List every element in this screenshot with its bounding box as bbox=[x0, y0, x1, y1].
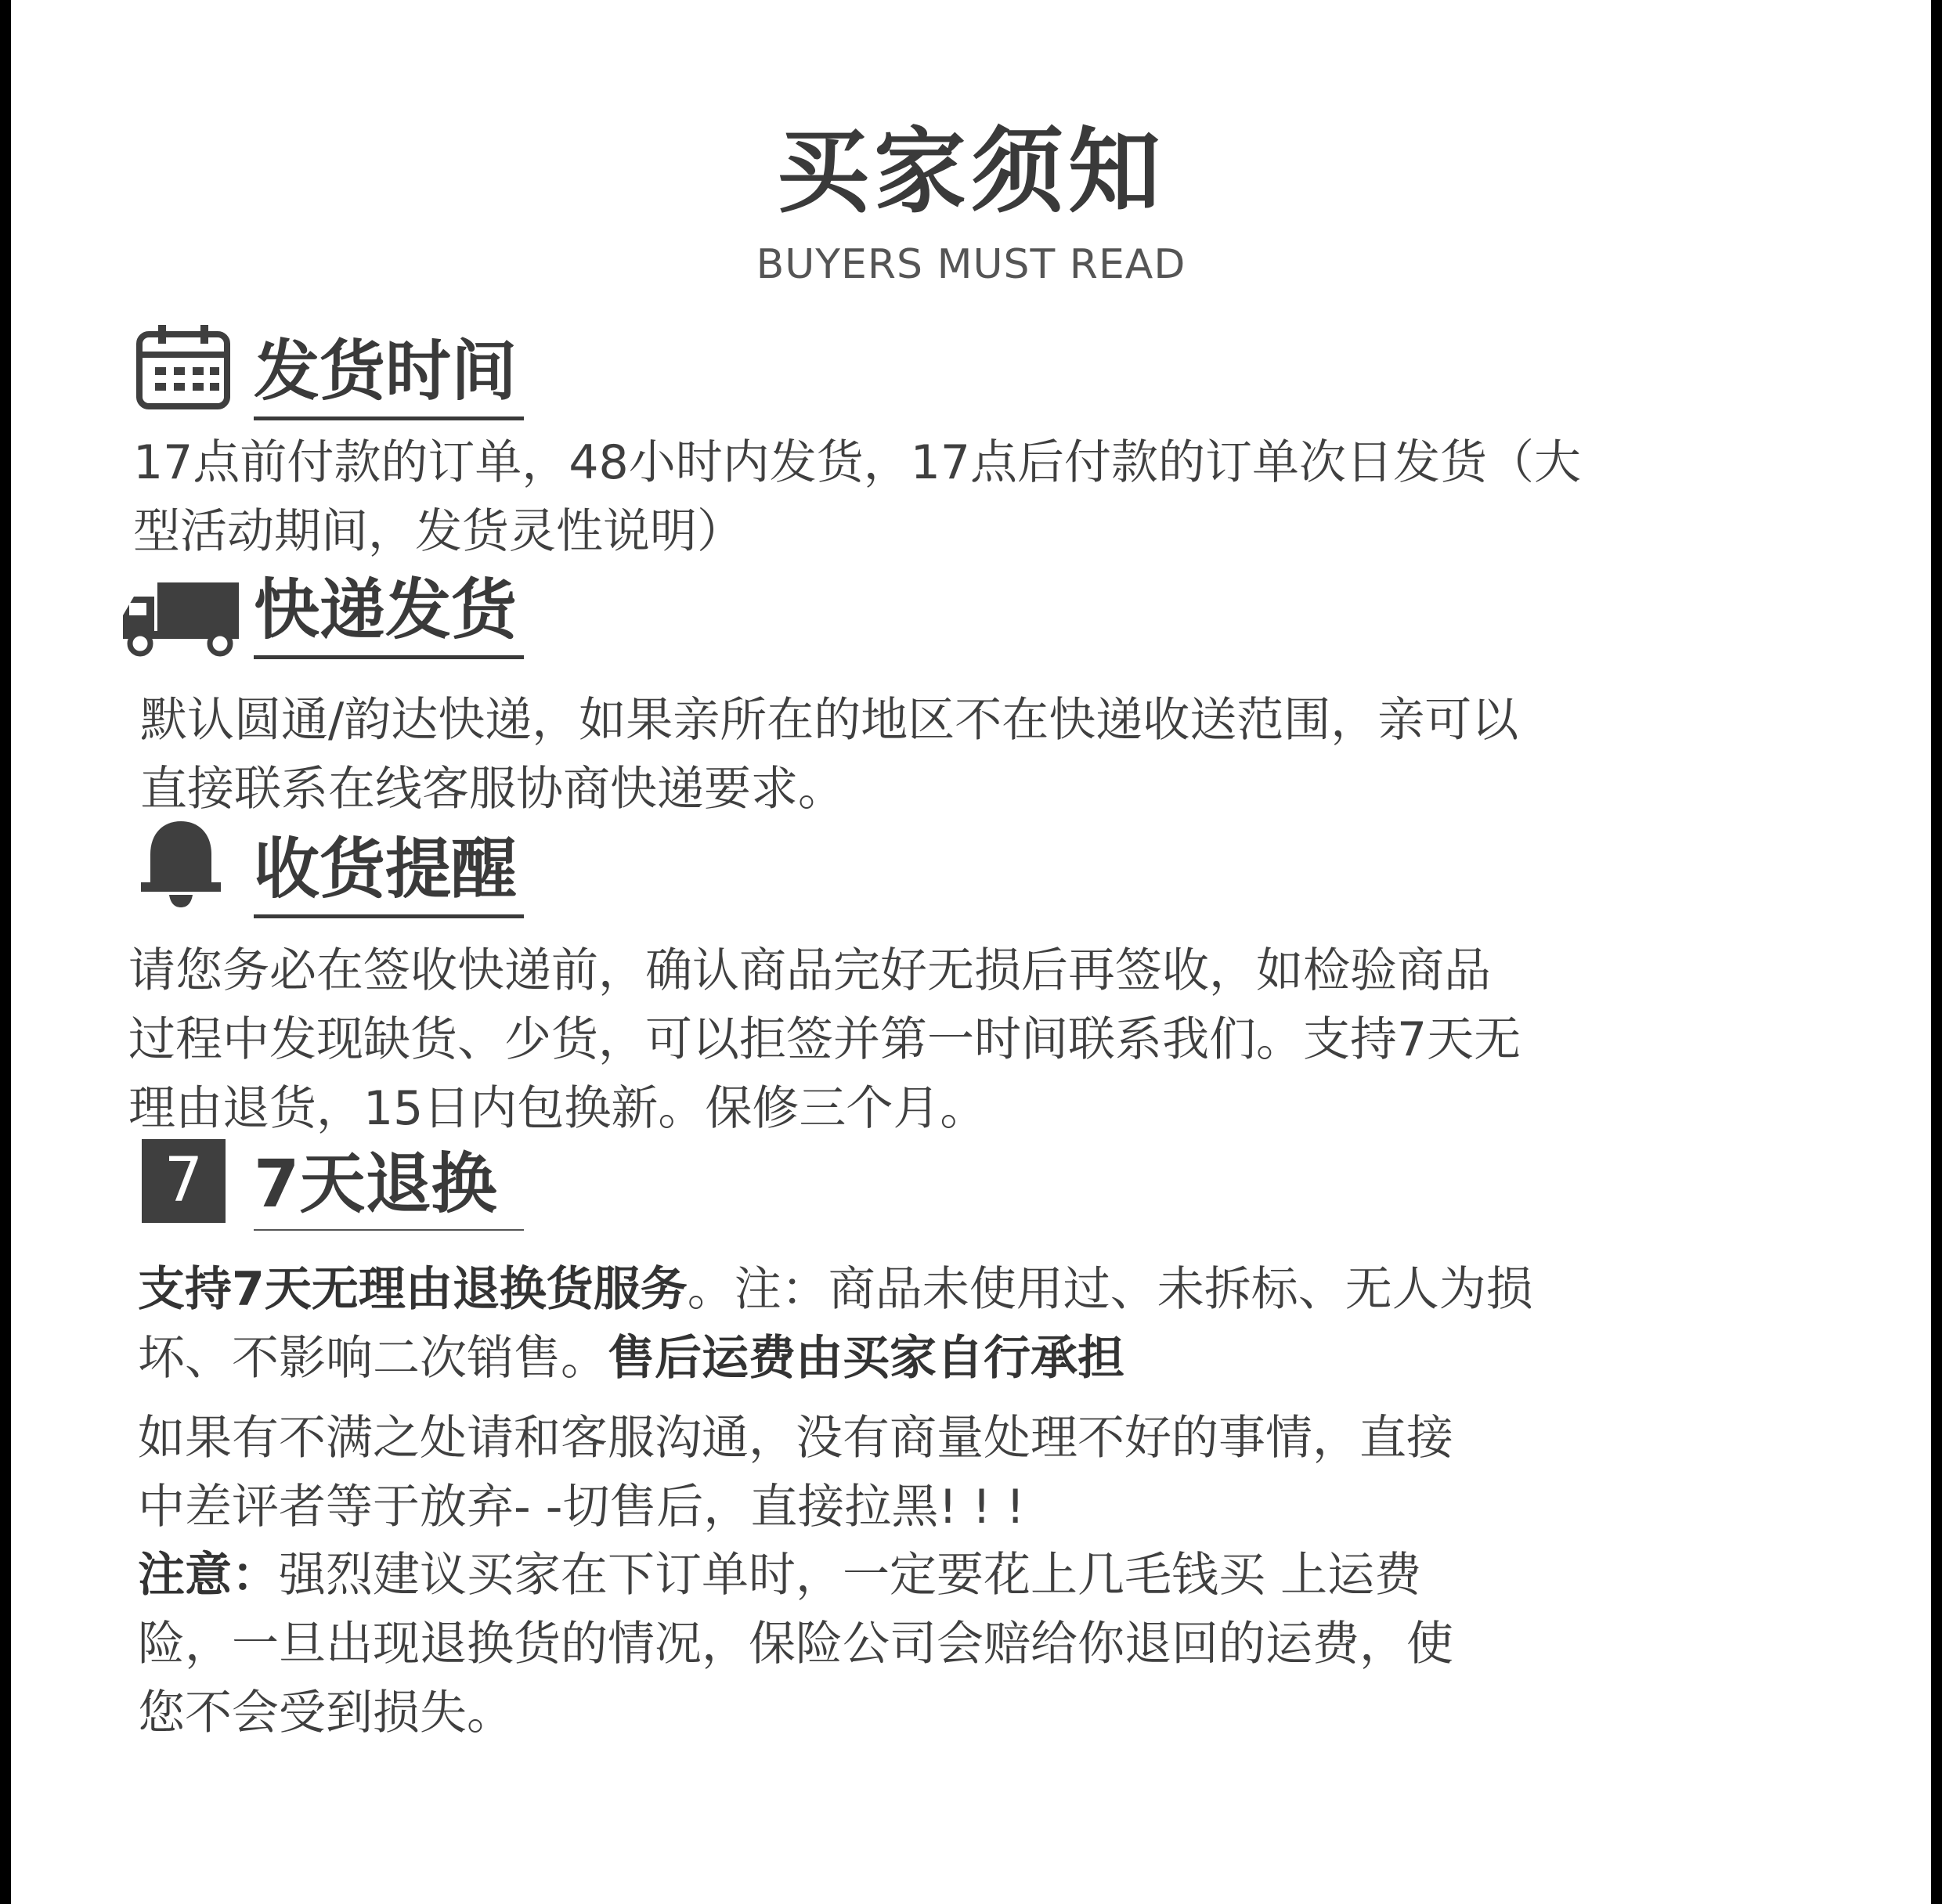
bell-icon bbox=[138, 817, 224, 911]
page-subtitle: BUYERS MUST READ bbox=[756, 241, 1186, 288]
text-line: 险，一旦出现退换货的情况，保险公司会赔给你退回的运费，使 bbox=[138, 1617, 1453, 1671]
text-line bbox=[138, 1541, 1453, 1610]
section-heading-shipping-time: 发货时间 bbox=[254, 338, 524, 420]
text-line: 您不会受到损失。 bbox=[138, 1686, 514, 1740]
truck-icon bbox=[117, 579, 242, 658]
text-line: 型活动期间，发货灵性说明） bbox=[133, 504, 744, 559]
section-text-complaint-note bbox=[138, 1404, 1453, 1542]
text-span: 坏、不影响二次销售。 bbox=[138, 1331, 608, 1386]
text-line: 17点前付款的订单，48小时内发货，17点后付款的订单次日发货（大 bbox=[133, 435, 1582, 490]
text-span: 。注：商品未使用过、未拆标、无人为损 bbox=[687, 1262, 1533, 1317]
calendar-icon bbox=[135, 323, 236, 409]
section-text-express-delivery bbox=[140, 686, 1518, 824]
text-line: 请您务必在签收快递前，确认商品完好无损后再签收，如检验商品 bbox=[128, 943, 1491, 998]
text-line bbox=[138, 1255, 1533, 1324]
number-seven-icon: 7 bbox=[142, 1139, 226, 1223]
text-line: 如果有不满之处请和客服沟通，没有商量处理不好的事情，直接 bbox=[138, 1411, 1453, 1466]
text-line bbox=[138, 1324, 1533, 1393]
text-span: 强烈建议买家在下订单时，一定要花上几毛钱买 上运费 bbox=[279, 1548, 1422, 1603]
text-line: 默认圆通/韵达快递，如果亲所在的地区不在快递收送范围，亲可以 bbox=[140, 693, 1519, 748]
text-line: 理由退货，15日内包换新。保修三个月。 bbox=[128, 1081, 987, 1136]
section-text-insurance-note bbox=[138, 1541, 1453, 1747]
page-title: 买家须知 bbox=[776, 117, 1165, 225]
section-text-shipping-time bbox=[133, 428, 1581, 566]
text-line: 中差评者等于放弃- -切售后，直接拉黑! ! ! bbox=[138, 1480, 1025, 1534]
bold-text: 售后运费由买家自行承担 bbox=[608, 1331, 1124, 1386]
bold-text: 注意： bbox=[138, 1548, 279, 1603]
section-text-receipt-reminder bbox=[128, 936, 1521, 1143]
section-heading-seven-day-return: 7天退换 bbox=[254, 1151, 524, 1231]
section-heading-receipt-reminder: 收货提醒 bbox=[254, 836, 524, 918]
bold-text: 支持7天无理由退换货服务 bbox=[138, 1262, 688, 1317]
text-line: 直接联系在线客服协商快递要求。 bbox=[140, 762, 845, 817]
section-heading-express-delivery: 快递发货 bbox=[254, 577, 524, 659]
buyers-notice-page bbox=[11, 0, 1931, 1904]
section-text-return-policy bbox=[138, 1255, 1533, 1393]
text-line: 过程中发现缺货、少货，可以拒签并第一时间联系我们。支持7天无 bbox=[128, 1012, 1521, 1067]
